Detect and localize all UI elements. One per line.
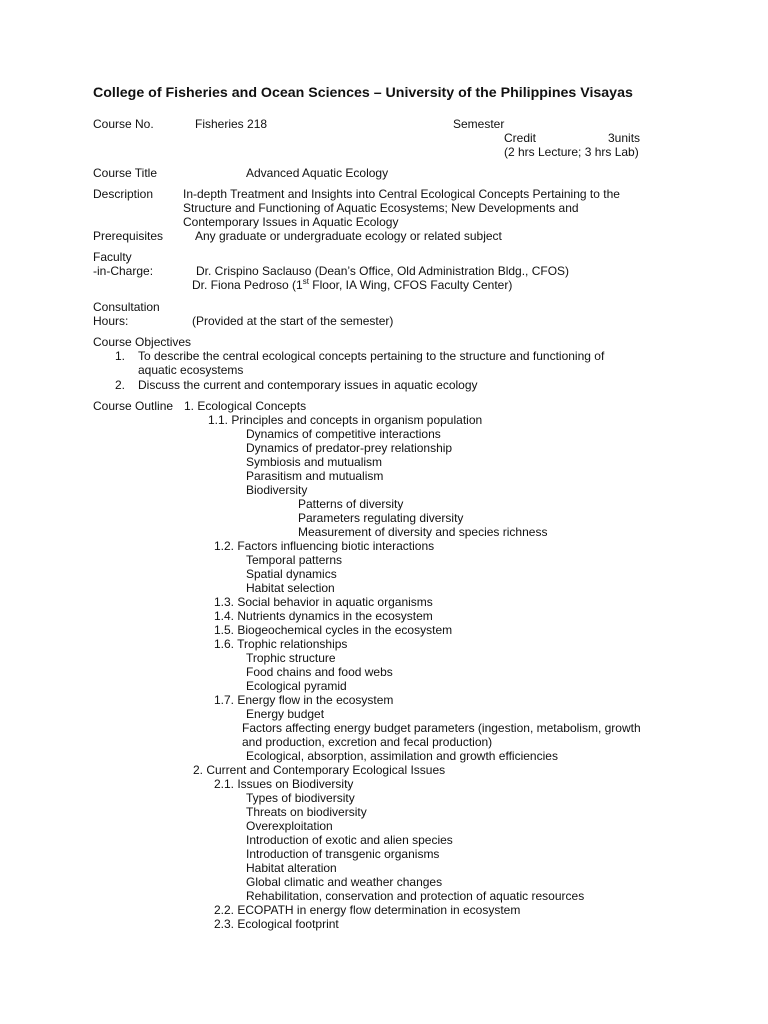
outline-item: Global climatic and weather changes — [246, 875, 443, 889]
outline-item: 1.5. Biogeochemical cycles in the ecosystem — [214, 623, 453, 637]
course-no-value: Fisheries 218 — [195, 117, 268, 131]
outline-item: 2. Current and Contemporary Ecological Issues — [193, 763, 446, 777]
description-line: Contemporary Issues in Aquatic Ecology — [183, 215, 399, 229]
objectives-label: Course Objectives — [93, 335, 192, 349]
outline-item: Ecological pyramid — [246, 679, 347, 693]
outline-item: Trophic structure — [246, 651, 336, 665]
outline-item: Dynamics of predator-prey relationship — [246, 441, 453, 455]
outline-item: 1.7. Energy flow in the ecosystem — [214, 693, 394, 707]
outline-item: Dynamics of competitive interactions — [246, 427, 441, 441]
outline-item: 1.1. Principles and concepts in organism population — [208, 413, 483, 427]
outline-item: Measurement of diversity and species richness — [298, 525, 548, 539]
outline-item: 1.3. Social behavior in aquatic organisms — [214, 595, 433, 609]
faculty-person-part: Dr. Fiona Pedroso (1 — [192, 278, 303, 292]
outline-item: Symbiosis and mutualism — [246, 455, 383, 469]
outline-item: Biodiversity — [246, 483, 308, 497]
prerequisites-label: Prerequisites — [93, 229, 164, 243]
objective-text: Discuss the current and contemporary issues in aquatic ecology — [138, 378, 478, 392]
outline-item: 1.6. Trophic relationships — [214, 637, 348, 651]
outline-item: Spatial dynamics — [246, 567, 337, 581]
semester-label: Semester — [453, 117, 505, 131]
outline-item: and production, excretion and fecal production) — [242, 735, 493, 749]
outline-item: Ecological, absorption, assimilation and growth efficiencies — [246, 749, 558, 763]
document-title: College of Fisheries and Ocean Sciences – University of the Philippines Visayas — [93, 85, 633, 101]
objective-text: To describe the central ecological concepts pertaining to the structure and functioning of — [138, 349, 605, 363]
credit-label: Credit — [504, 131, 537, 145]
consultation-value: (Provided at the start of the semester) — [192, 314, 394, 328]
outline-item: Introduction of exotic and alien species — [246, 833, 453, 847]
objective-number: 1. — [115, 349, 126, 363]
faculty-person — [192, 278, 512, 292]
outline-item: Factors affecting energy budget parameters (ingestion, metabolism, growth — [242, 721, 641, 735]
outline-item: Parameters regulating diversity — [298, 511, 464, 525]
outline-item: Energy budget — [246, 707, 325, 721]
outline-item: Threats on biodiversity — [246, 805, 367, 819]
faculty-label: -in-Charge: — [93, 264, 154, 278]
faculty-person-sup: st — [302, 277, 309, 286]
outline-item: Introduction of transgenic organisms — [246, 847, 440, 861]
course-no-label: Course No. — [93, 117, 154, 131]
outline-item: Types of biodiversity — [246, 791, 355, 805]
faculty-person-part: Floor, IA Wing, CFOS Faculty Center) — [308, 278, 513, 292]
objective-text: aquatic ecosystems — [138, 363, 244, 377]
credit-hours: (2 hrs Lecture; 3 hrs Lab) — [504, 145, 639, 159]
outline-item: Habitat selection — [246, 581, 335, 595]
description-line: In-depth Treatment and Insights into Central Ecological Concepts Pertaining to the — [183, 187, 620, 201]
outline-item: Patterns of diversity — [298, 497, 404, 511]
faculty-person: Dr. Crispino Saclauso (Dean’s Office, Old Administration Bldg., CFOS) — [196, 264, 570, 278]
outline-item: Overexploitation — [246, 819, 333, 833]
outline-item: Habitat alteration — [246, 861, 337, 875]
outline-item: 2.2. ECOPATH in energy flow determination in ecosystem — [214, 903, 521, 917]
outline-item: 1.2. Factors influencing biotic interactions — [214, 539, 435, 553]
consultation-label: Consultation — [93, 300, 160, 314]
description-line: Structure and Functioning of Aquatic Ecosystems; New Developments and — [183, 201, 579, 215]
course-title-value: Advanced Aquatic Ecology — [246, 166, 389, 180]
outline-item: Food chains and food webs — [246, 665, 393, 679]
prerequisites-value: Any graduate or undergraduate ecology or related subject — [195, 229, 502, 243]
outline-item: 2.1. Issues on Biodiversity — [214, 777, 354, 791]
outline-item: Temporal patterns — [246, 553, 343, 567]
credit-value: 3units — [608, 131, 641, 145]
outline-item: 1.4. Nutrients dynamics in the ecosystem — [214, 609, 433, 623]
course-title-label: Course Title — [93, 166, 158, 180]
outline-item: 2.3. Ecological footprint — [214, 917, 339, 931]
outline-item: Parasitism and mutualism — [246, 469, 384, 483]
faculty-label: Faculty — [93, 250, 132, 264]
consultation-label: Hours: — [93, 314, 129, 328]
outline-item: Rehabilitation, conservation and protection of aquatic resources — [246, 889, 585, 903]
description-label: Description — [93, 187, 154, 201]
objective-number: 2. — [115, 378, 126, 392]
outline-item: 1. Ecological Concepts — [184, 399, 307, 413]
outline-label: Course Outline — [93, 399, 174, 413]
